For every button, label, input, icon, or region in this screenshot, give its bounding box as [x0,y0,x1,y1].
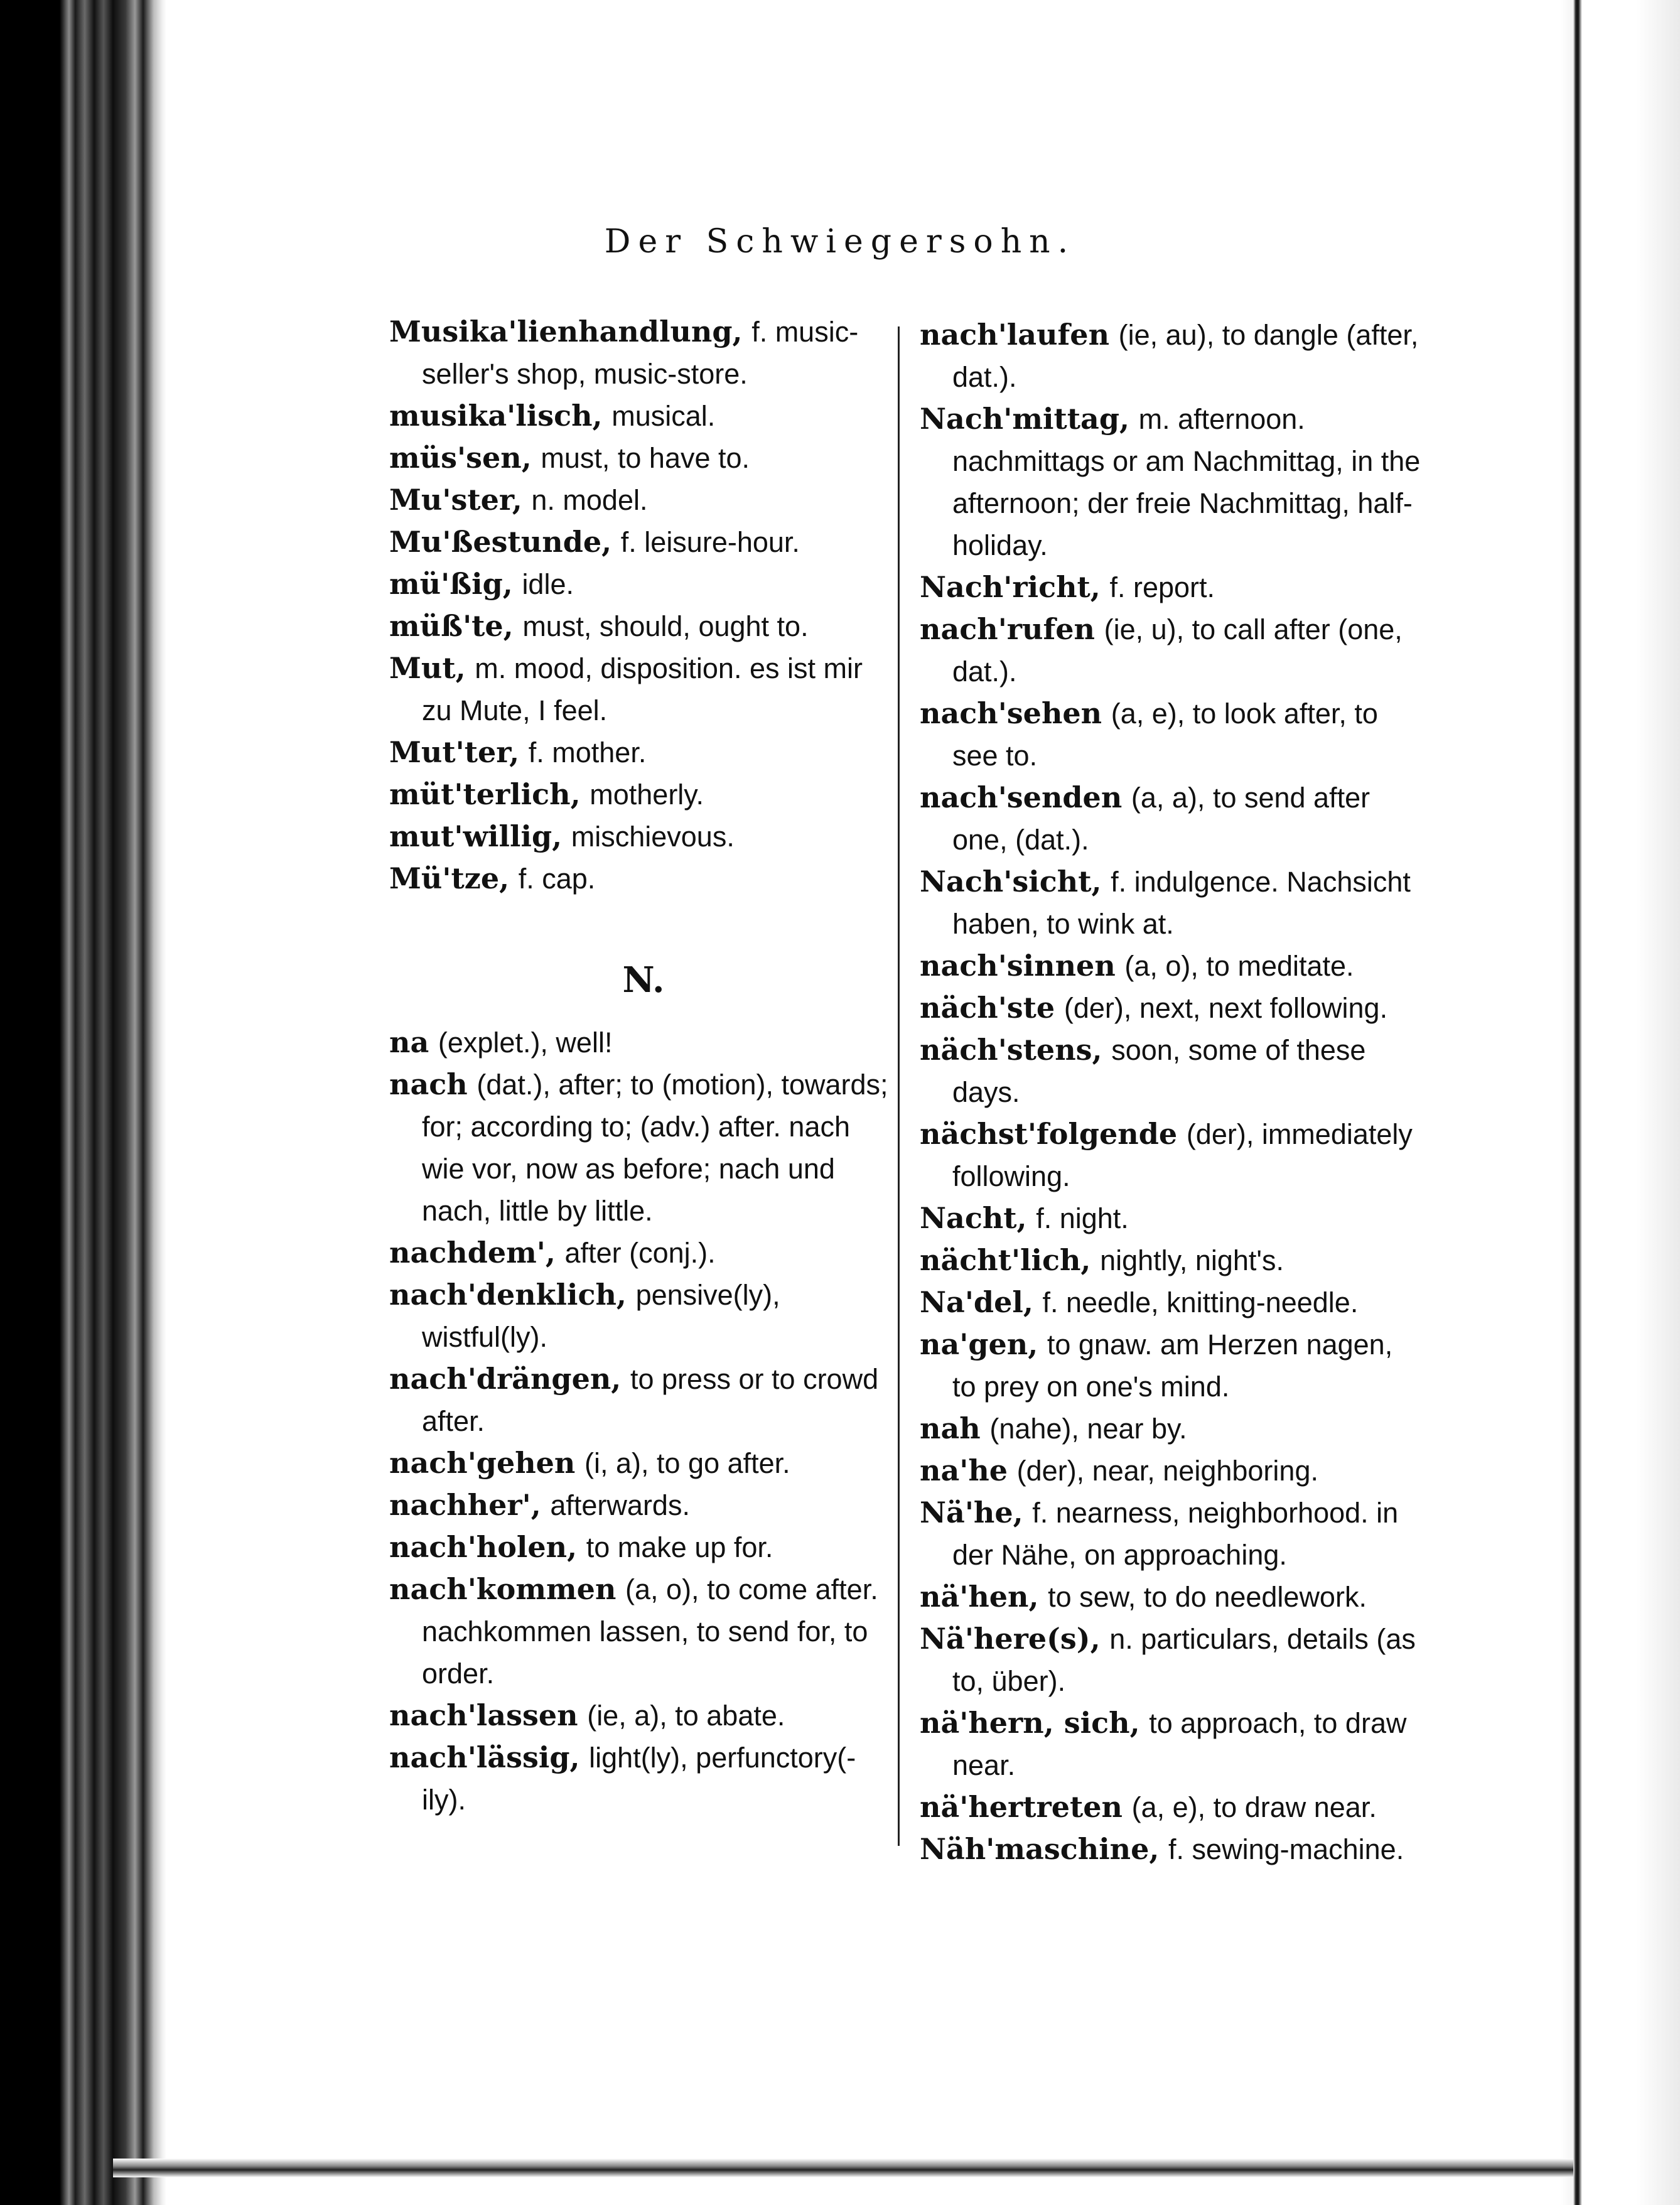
entry-headword: na [389,1025,429,1059]
entry-headword: nach'denklich, [389,1278,627,1312]
entry-definition: (dat.), after; to (motion), towards; for; according to; (adv.) after. nach wie vor, now as before; nach und nach, little by little. [422,1069,888,1227]
entry-definition: must, to have to. [541,442,750,474]
entry-definition: to approach, to draw near. [952,1707,1407,1781]
entry-definition: to gnaw. am Herzen nagen, to prey on one's mind. [952,1329,1393,1403]
entry-definition: f. leisure-hour. [620,526,800,558]
dictionary-entry [920,1408,1422,1450]
entry-definition: f. needle, knitting-needle. [1042,1286,1359,1318]
dictionary-entry [920,1576,1422,1618]
left-column [389,311,898,1821]
dictionary-entry [389,1064,898,1232]
entry-definition: soon, some of these days. [952,1034,1366,1108]
dictionary-entry [920,693,1422,777]
dictionary-entry [920,566,1422,608]
entry-headword: müt'terlich, [389,777,581,811]
entry-headword: Mu'ßestunde, [389,525,612,559]
dictionary-entry [389,1484,898,1526]
entry-headword: nach'laufen [920,318,1110,352]
right-column [920,314,1422,1870]
dictionary-entry [920,1239,1422,1281]
entry-headword: nah [920,1411,981,1445]
entry-headword: nach'sinnen [920,949,1116,983]
entry-definition: n. particulars, details (as to, über). [952,1623,1416,1697]
entry-headword: Näh'maschine, [920,1832,1160,1866]
entry-definition: m. mood, disposition. es ist mir zu Mute, I feel. [422,652,863,726]
dictionary-entry [389,1526,898,1568]
entry-headword: nach'sehen [920,696,1102,730]
entry-headword: Mut'ter, [389,735,520,769]
dictionary-entry [389,1442,898,1484]
dictionary-entry [389,563,898,605]
entry-definition: f. music-seller's shop, music-store. [422,316,859,390]
dictionary-entry [920,1029,1422,1113]
dictionary-entry [389,521,898,563]
page-edge-binding [0,0,166,2205]
entry-headword: mut'willig, [389,819,563,853]
entry-headword: mü'ßig, [389,567,513,601]
entry-headword: nach'drängen, [389,1362,622,1396]
entry-headword: Nacht, [920,1201,1027,1235]
entry-definition: to make up for. [586,1531,773,1563]
dictionary-entry [920,1492,1422,1576]
entry-headword: nach'gehen [389,1446,576,1480]
entry-headword: Mut, [389,651,466,685]
entry-headword: Musika'lienhandlung, [389,315,743,348]
entry-headword: näch'ste [920,991,1055,1025]
entry-headword: Nä'here(s), [920,1622,1101,1656]
entry-headword: musika'lisch, [389,399,603,433]
dictionary-entry [389,816,898,858]
dictionary-entry [389,1022,898,1064]
entry-headword: nach [389,1067,468,1101]
entry-definition: (i, a), to go after. [584,1447,790,1479]
facing-page-edge [1561,0,1680,2205]
entry-headword: na'he [920,1453,1008,1487]
entry-definition: (a, e), to draw near. [1131,1791,1377,1823]
dictionary-entry [389,858,898,900]
entry-definition: f. indulgence. Nachsicht haben, to wink at. [952,866,1411,940]
entry-list-m [389,311,898,900]
dictionary-entry [389,1232,898,1274]
dictionary-entry [920,1324,1422,1408]
entry-definition: pensive(ly), wistful(ly). [422,1279,780,1353]
page-title: Der Schwiegersohn. [604,223,1076,261]
entry-definition: must, should, ought to. [522,610,809,642]
entry-headword: na'gen, [920,1327,1038,1361]
entry-definition: to press or to crowd after. [422,1363,879,1437]
entry-headword: Nach'sicht, [920,865,1102,898]
entry-headword: nach'rufen [920,612,1095,646]
entry-list-right [920,314,1422,1870]
dictionary-entry [920,1618,1422,1702]
dictionary-entry [920,777,1422,861]
entry-definition: m. afternoon. nachmittags or am Nachmittag, in the afternoon; der freie Nachmittag, half-holiday. [952,403,1421,561]
entry-headword: Nach'mittag, [920,402,1130,436]
dictionary-entry [920,314,1422,398]
entry-definition: after (conj.). [564,1237,716,1269]
dictionary-entry [389,1568,898,1695]
entry-headword: nach'lassen [389,1698,578,1732]
entry-definition: (ie, a), to abate. [587,1700,785,1732]
dictionary-entry [920,1828,1422,1870]
entry-headword: nach'lässig, [389,1740,580,1774]
entry-definition: (a, o), to meditate. [1124,950,1354,982]
entry-definition: (ie, au), to dangle (after, dat.). [952,319,1419,393]
entry-definition: motherly. [590,779,704,811]
dictionary-entry [920,608,1422,693]
entry-headword: müs'sen, [389,441,532,475]
dictionary-entry [389,1737,898,1821]
entry-headword: nä'hen, [920,1580,1039,1614]
entry-headword: Na'del, [920,1285,1033,1319]
entry-headword: müß'te, [389,609,514,643]
entry-headword: nach'holen, [389,1530,578,1564]
dictionary-entry [920,945,1422,987]
dictionary-entry [389,479,898,521]
entry-definition: afterwards. [550,1489,690,1521]
entry-definition: f. mother. [528,736,647,768]
entry-headword: Nach'richt, [920,570,1101,604]
dictionary-entry [389,1695,898,1737]
entry-definition: idle. [522,568,574,600]
entry-definition: (der), near, neighboring. [1016,1455,1318,1487]
entry-definition: (der), next, next following. [1063,992,1388,1024]
entry-definition: (nahe), near by. [989,1413,1187,1445]
dictionary-entry [920,398,1422,566]
dictionary-entry [920,1113,1422,1197]
entry-definition: f. nearness, neighborhood. in der Nähe, on approaching. [952,1497,1399,1571]
page-bottom-edge [113,2159,1573,2177]
entry-headword: Nä'he, [920,1496,1023,1529]
entry-definition: to sew, to do needlework. [1048,1581,1367,1613]
column-divider [898,326,900,1846]
dictionary-entry [389,774,898,816]
section-letter-heading: N. [622,959,665,1001]
entry-definition: (ie, u), to call after (one, dat.). [952,613,1403,687]
dictionary-entry [389,1358,898,1442]
dictionary-entry [389,647,898,731]
entry-definition: light(ly), perfunctory(-ily). [422,1742,856,1816]
entry-headword: Mu'ster, [389,483,522,517]
entry-definition: (explet.), well! [438,1027,613,1059]
entry-definition: f. sewing-machine. [1168,1833,1404,1865]
dictionary-entry [389,1274,898,1358]
entry-headword: nachher', [389,1488,541,1522]
entry-headword: nächst'folgende [920,1117,1178,1151]
entry-headword: nächt'lich, [920,1243,1091,1277]
entry-headword: näch'stens, [920,1033,1102,1067]
dictionary-entry [389,395,898,437]
entry-headword: nachdem', [389,1236,556,1270]
dictionary-entry [920,1197,1422,1239]
dictionary-entry [389,437,898,479]
entry-headword: nä'hern, sich, [920,1706,1140,1740]
dictionary-entry [389,311,898,395]
entry-definition: mischievous. [571,821,735,853]
dictionary-entry [920,1281,1422,1324]
dictionary-entry [920,1450,1422,1492]
dictionary-entry [920,861,1422,945]
dictionary-entry [389,605,898,647]
entry-definition: (a, e), to look after, to see to. [952,698,1378,772]
entry-definition: f. night. [1036,1202,1129,1234]
dictionary-entry [920,1702,1422,1786]
entry-definition: n. model. [531,484,648,516]
entry-definition: (a, a), to send after one, (dat.). [952,782,1370,856]
dictionary-entry [389,731,898,774]
entry-definition: (der), immediately following. [952,1118,1413,1192]
entry-definition: f. cap. [518,863,596,895]
entry-headword: Mü'tze, [389,861,510,895]
entry-list-n [389,1022,898,1821]
entry-headword: nach'senden [920,780,1123,814]
dictionary-entry [920,1786,1422,1828]
entry-definition: musical. [611,400,716,432]
entry-definition: f. report. [1109,571,1215,603]
entry-definition: (a, o), to come after. nachkommen lassen, to send for, to order. [422,1573,878,1690]
entry-headword: nach'kommen [389,1572,617,1606]
entry-headword: nä'hertreten [920,1790,1123,1824]
dictionary-entry [920,987,1422,1029]
entry-definition: nightly, night's. [1100,1244,1284,1276]
